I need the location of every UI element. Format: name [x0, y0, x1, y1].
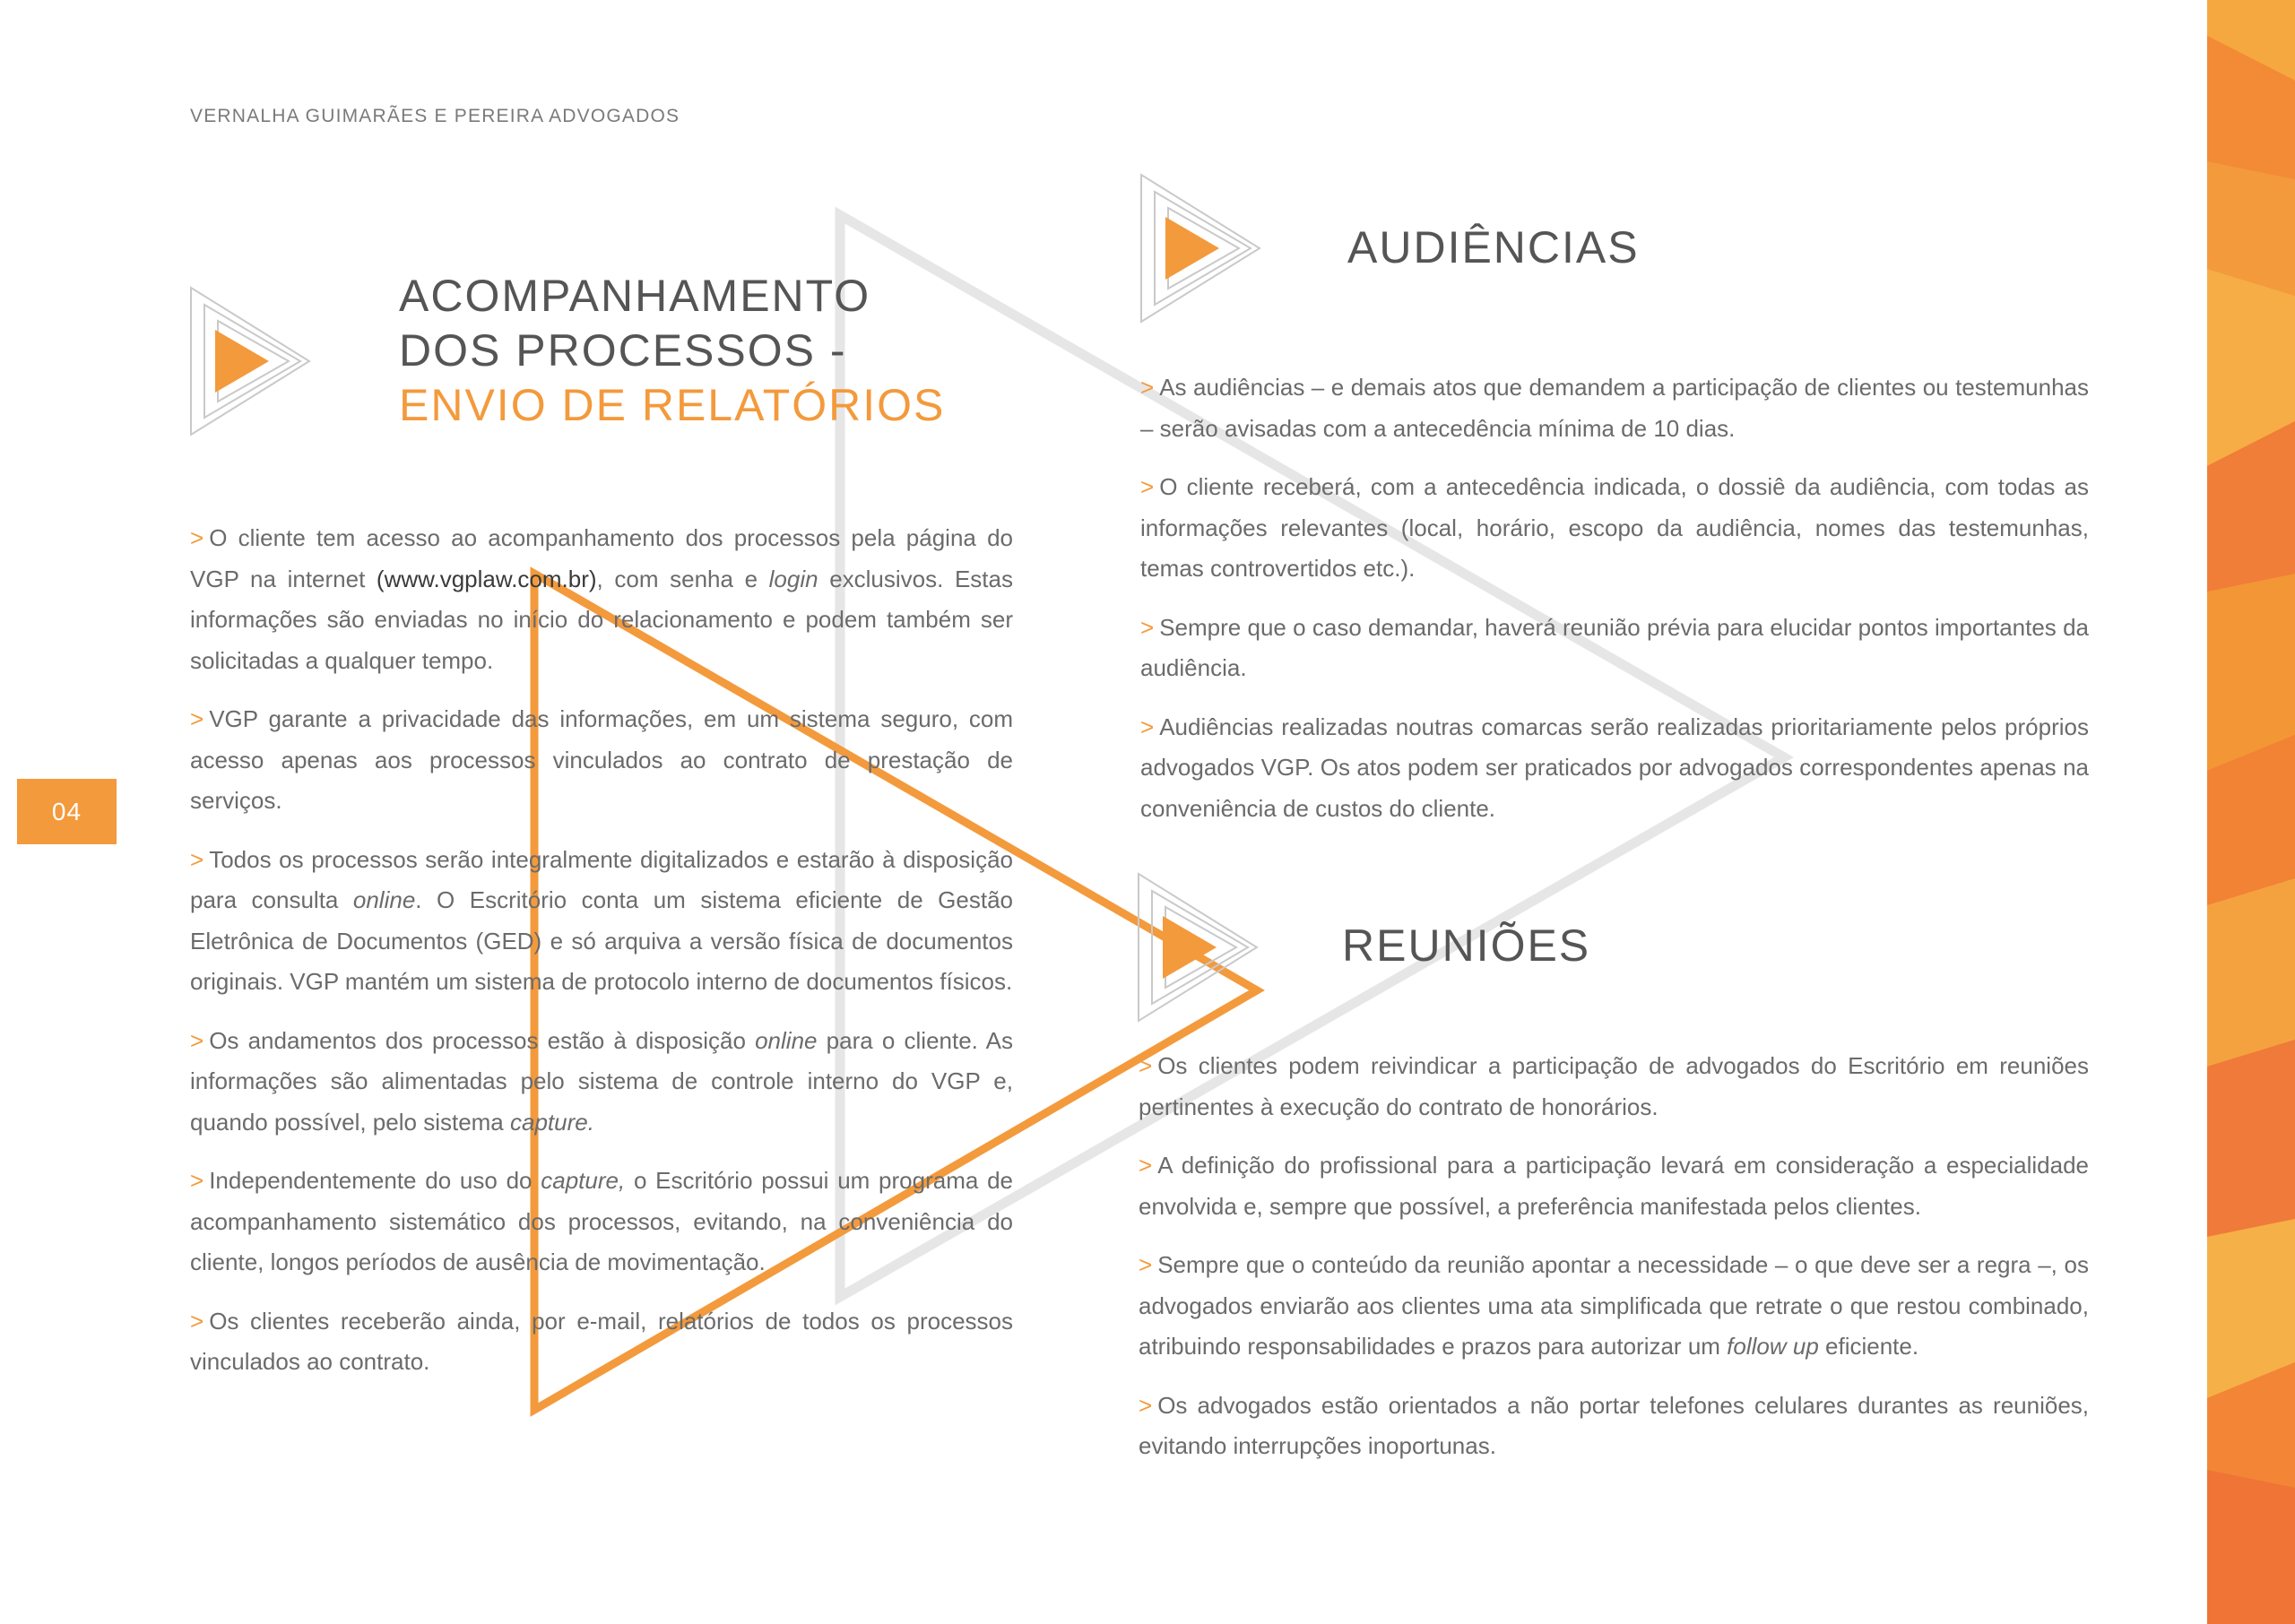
- paragraph: > As audiências – e demais atos que demandem a participação de clientes ou testemunhas – serão avisadas com a antecedência mínima de 10 dias.: [1140, 374, 2089, 442]
- section-title-acompanhamento: [399, 269, 945, 433]
- ribbon-facets: [2207, 0, 2295, 1624]
- paragraph: > VGP garante a privacidade das informações, em um sistema seguro, com acesso apenas aos processos vinculados ao contrato de prestação de serviços.: [190, 705, 1013, 814]
- title-accent: ENVIO DE RELATÓRIOS: [399, 380, 946, 430]
- title-line: DOS PROCESSOS -: [399, 325, 847, 376]
- left-body-text: [190, 518, 1013, 1401]
- paragraph: > Os clientes receberão ainda, por e-mail, relatórios de todos os processos vinculados ao contrato.: [190, 1307, 1013, 1375]
- title-line: ACOMPANHAMENTO: [399, 271, 871, 321]
- play-logo-icon: [188, 285, 314, 437]
- paragraph: > O cliente tem acesso ao acompanhamento dos processos pela página do VGP na internet (www.vgplaw.com.br), com senha e login exclusivos. Estas informações são enviadas no início do relacionamento e podem também ser solicitadas a qualquer tempo.: [190, 524, 1013, 674]
- paragraph: > O cliente receberá, com a antecedência indicada, o dossiê da audiência, com todas as informações relevantes (local, horário, escopo da audiência, nomes das testemunhas, temas controvertidos etc.).: [1140, 473, 2089, 582]
- paragraph: > Os advogados estão orientados a não portar telefones celulares durantes as reuniões, evitando interrupções inoportunas.: [1139, 1391, 2089, 1459]
- play-logo-icon: [1136, 871, 1261, 1024]
- paragraph: > Todos os processos serão integralmente digitalizados e estarão à disposição para consulta online. O Escritório conta um sistema eficiente de Gestão Eletrônica de Documentos (GED) e só arquiva a versão física de documentos originais. VGP mantém um sistema de protocolo interno de documentos físicos.: [190, 845, 1013, 995]
- play-logo-icon: [1139, 172, 1264, 324]
- paragraph: > Sempre que o conteúdo da reunião apontar a necessidade – o que deve ser a regra –, os advogados enviarão aos clientes uma ata simplificada que retrate o que restou combinado, atribuindo responsabilidades e prazos para autorizar um follow up eficiente.: [1139, 1251, 2089, 1360]
- section-title-audiencias: AUDIÊNCIAS: [1347, 222, 1640, 272]
- website-link[interactable]: (www.vgplaw.com.br): [376, 565, 597, 592]
- decorative-ribbon: [2207, 0, 2295, 1624]
- page-number-badge: 04: [17, 779, 117, 844]
- paragraph: > Audiências realizadas noutras comarcas serão realizadas prioritariamente pelos próprios advogados VGP. Os atos podem ser praticados por advogados correspondentes apenas na conveniência de custos do cliente.: [1140, 713, 2089, 822]
- paragraph: > Sempre que o caso demandar, haverá reunião prévia para elucidar pontos importantes da audiência.: [1140, 613, 2089, 681]
- reunioes-body-text: [1139, 1046, 2089, 1485]
- paragraph: > Os clientes podem reivindicar a participação de advogados do Escritório em reuniões pertinentes à execução do contrato de honorários.: [1139, 1052, 2089, 1120]
- paragraph: > A definição do profissional para a participação levará em consideração a especialidade envolvida e, sempre que possível, a preferência manifestada pelos clientes.: [1139, 1152, 2089, 1220]
- audiencias-body-text: [1140, 367, 2089, 847]
- paragraph: > Independentemente do uso do capture, o Escritório possui um programa de acompanhamento sistemático dos processos, evitando, na conveniência do cliente, longos períodos de ausência de movimentação.: [190, 1167, 1014, 1275]
- paragraph: > Os andamentos dos processos estão à disposição online para o cliente. As informações são alimentadas pelo sistema de controle interno do VGP e, quando possível, pelo sistema capture.: [190, 1026, 1013, 1136]
- section-title-reunioes: REUNIÕES: [1342, 920, 1591, 971]
- firm-name: VERNALHA GUIMARÃES E PEREIRA ADVOGADOS: [190, 106, 680, 126]
